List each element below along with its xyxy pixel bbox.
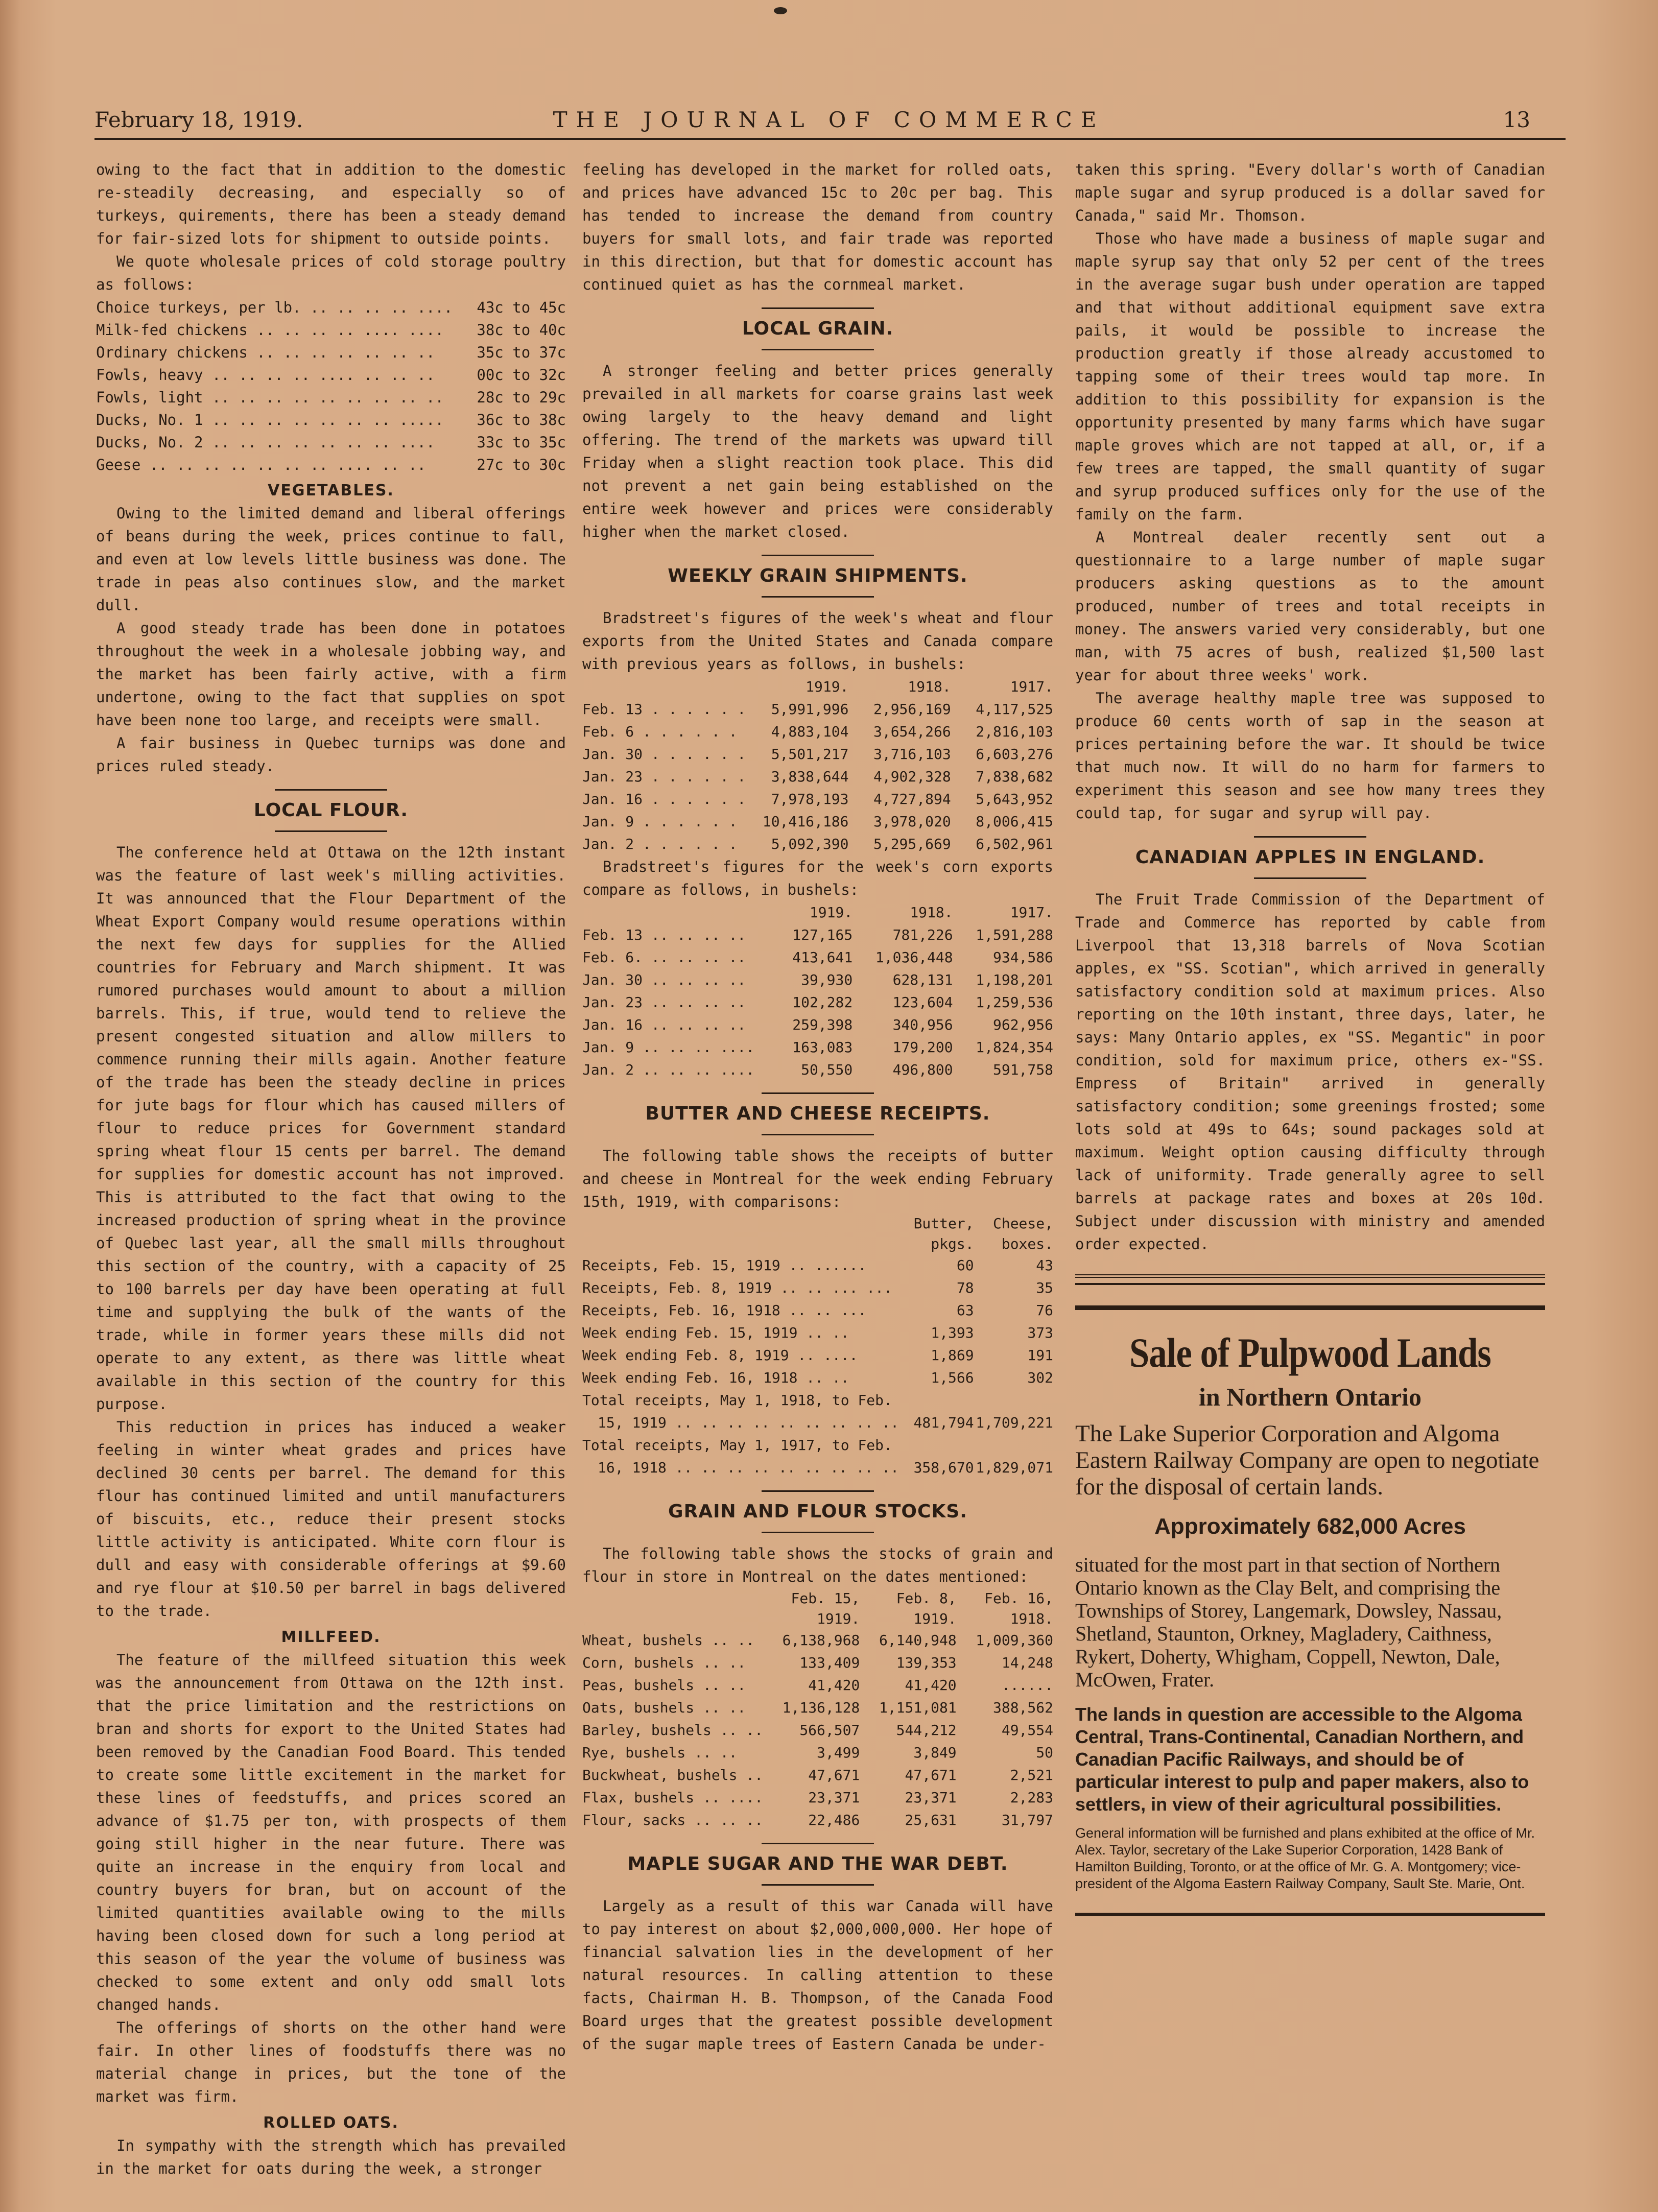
- section-divider: [762, 555, 874, 556]
- vegetables-paragraph-2: A good steady trade has been done in potatoes throughout the week in a wholesale jobbing way, and the market has been fairly active, with a firm undertone, owing to the fact that supplies on spot have been none too large, and receipts were small.: [96, 620, 566, 729]
- table-cell: 10,416,186: [762, 813, 849, 830]
- table-cell: 6,603,276: [976, 746, 1053, 763]
- table-column-header: Feb. 8, 1919.: [896, 1590, 957, 1627]
- table-cell: 1,136,128: [782, 1699, 860, 1716]
- maple-paragraph-4: The average healthy maple tree was supposed to produce 60 cents worth of sap in the season at prices pertaining before the war. It should be twice that much now. It will do no harm for farmers to experiment this season and see how many trees they could tap, for sugar and syrup will pay.: [1075, 689, 1545, 822]
- poultry-intro: We quote wholesale prices of cold storage poultry as follows:: [96, 253, 566, 293]
- table-cell: 781,226: [892, 926, 953, 943]
- price-item: Milk-fed chickens .. .. .. .. .... ....: [96, 321, 444, 339]
- table-cell: 373: [1027, 1324, 1053, 1341]
- table-header-blank: [582, 1588, 763, 1629]
- poultry-price-list: [96, 296, 566, 476]
- table-cell: 3,499: [817, 1744, 860, 1761]
- table-row: [582, 788, 1053, 811]
- section-divider: [275, 830, 387, 832]
- table-total-label: Total receipts, May 1, 1918, to Feb.: [582, 1392, 892, 1409]
- table-cell: 1,566: [931, 1369, 974, 1386]
- table-cell: 2,816,103: [976, 723, 1053, 740]
- table-cell: 47,671: [808, 1767, 860, 1783]
- table-row: [582, 698, 1053, 721]
- table-row-label: Jan. 16 .. .. .. ..: [582, 1016, 746, 1033]
- table-cell: 1,393: [931, 1324, 974, 1341]
- table-cell: 50,550: [801, 1061, 853, 1078]
- table-row-label: Week ending Feb. 15, 1919 .. ..: [582, 1324, 849, 1341]
- table-row-label: Jan. 2 . . . . . .: [582, 836, 738, 852]
- table-row: [582, 1809, 1053, 1832]
- table-row: [582, 1036, 1053, 1059]
- table-row-label: Jan. 2 .. .. .. ....: [582, 1061, 755, 1078]
- table-cell: 50: [1036, 1744, 1053, 1761]
- table-row-label: Feb. 6. .. .. .. ..: [582, 949, 746, 966]
- table-header-blank: [582, 676, 746, 698]
- ad-double-rule: [1075, 1274, 1545, 1285]
- table-cell: 25,631: [905, 1812, 957, 1828]
- ad-contact-info: General information will be furnished and plans exhibited at the office of Mr. Alex. Taylor, secretary of the Lake Superior Corporation, 1428 Bank of Hamilton Building, Toronto, or at the office of Mr. G. A. Montgomery; vice-president of the Algoma Eastern Railway Company, Sault Ste. Marie, Ont.: [1075, 1825, 1535, 1891]
- table-row-label: Jan. 30 .. .. .. ..: [582, 971, 746, 988]
- table-row: [582, 1254, 1053, 1277]
- table-row-label: Week ending Feb. 8, 1919 .. ....: [582, 1347, 858, 1364]
- table-cell: 6,138,968: [782, 1632, 860, 1649]
- table-row-label: Rye, bushels .. ..: [582, 1744, 738, 1761]
- table-row-label: Jan. 9 . . . . . .: [582, 813, 738, 830]
- table-cell: 76: [1036, 1302, 1053, 1319]
- table-column-header: 1918.: [908, 678, 951, 695]
- price-item: Fowls, heavy .. .. .. .. .... .. .. ..: [96, 366, 435, 384]
- table-row: [582, 811, 1053, 833]
- table-total-row: [582, 1412, 1053, 1434]
- table-header-row: [582, 1214, 1053, 1254]
- table-row-label: Feb. 13 . . . . . .: [582, 701, 746, 718]
- table-row: [582, 1652, 1053, 1674]
- table-row-label: Flax, bushels .. ....: [582, 1789, 764, 1806]
- table-row-label: Receipts, Feb. 8, 1919 .. .. ... ...: [582, 1279, 892, 1296]
- table-cell: 133,409: [799, 1654, 860, 1671]
- table-cell: 358,670: [913, 1459, 974, 1476]
- price-row: [96, 386, 566, 409]
- table-cell: 5,092,390: [771, 836, 849, 852]
- table-cell: 3,654,266: [873, 723, 951, 740]
- table-row: [582, 1344, 1053, 1367]
- price-value: 27c to 30c: [477, 456, 566, 473]
- rolled-oats-paragraph: In sympathy with the strength which has prevailed in the market for oats during the week, a stronger: [96, 2137, 566, 2177]
- table-cell: 628,131: [892, 971, 953, 988]
- rolled-oats-heading: ROLLED OATS.: [263, 2114, 399, 2132]
- table-row: [582, 991, 1053, 1014]
- table-row: [582, 1787, 1053, 1809]
- table-cell: 5,501,217: [771, 746, 849, 763]
- price-item: Ducks, No. 2 .. .. .. .. .. .. .. ....: [96, 434, 435, 451]
- maple-paragraph-3: A Montreal dealer recently sent out a questionnaire to a large number of maple sugar producers asking questions as to the amount produced, number of trees and total receipts in money. The answers varied very considerably, but one man, with 75 acres of bush, realized $1,500 last year for about three weeks' work.: [1075, 529, 1545, 684]
- table-cell: 259,398: [792, 1016, 853, 1033]
- wheat-exports-intro: Bradstreet's figures of the week's wheat and flour exports from the United States and Canada compare with previous years as follows, in bushels:: [582, 609, 1053, 673]
- table-header-blank: [582, 901, 754, 924]
- section-divider: [762, 1092, 874, 1094]
- maple-paragraph-2: Those who have made a business of maple sugar and maple syrup say that only 52 per cent of the trees in the average sugar bush under operation are tapped and that without additional equipment save extra pails, it would be possible to increase the production greatly if those already accustomed to tapping some of their trees would tap more. In addition to this possibility for expansion is the opportunity presented by many farms which have sugar maple groves which are not tapped at all, or, if a few trees are tapped, the small quantity of sugar and syrup produced suffices only for the use of the family on the farm.: [1075, 230, 1545, 523]
- corn-exports-intro: Bradstreet's figures for the week's corn exports compare as follows, in bushels:: [582, 858, 1053, 898]
- table-cell: 163,083: [792, 1039, 853, 1056]
- table-header-row: [582, 901, 1053, 924]
- table-cell: 41,420: [905, 1677, 957, 1694]
- table-cell: 1,151,081: [879, 1699, 957, 1716]
- table-row-label: Buckwheat, bushels ..: [582, 1767, 764, 1783]
- table-column-header: Feb. 16, 1918.: [984, 1590, 1053, 1627]
- price-row: [96, 364, 566, 386]
- table-row: [582, 1277, 1053, 1299]
- price-value: 33c to 35c: [477, 434, 566, 451]
- table-row-label: Peas, bushels .. ..: [582, 1677, 746, 1694]
- table-header-blank: [582, 1214, 899, 1254]
- table-row: [582, 969, 1053, 991]
- table-cell: 14,248: [1001, 1654, 1053, 1671]
- maple-continued: taken this spring. "Every dollar's worth of Canadian maple sugar and syrup produced is a dollar saved for Canada," said Mr. Thomson.: [1075, 161, 1545, 224]
- table-row: [582, 1322, 1053, 1344]
- table-row: [582, 1629, 1053, 1652]
- table-total-label: 16, 1918 .. .. .. .. .. .. .. .. ..: [598, 1459, 899, 1476]
- local-flour-heading: LOCAL FLOUR.: [253, 800, 409, 821]
- price-value: 28c to 29c: [477, 389, 566, 406]
- table-row: [582, 924, 1053, 946]
- column-2: [582, 158, 1053, 2056]
- table-cell: 23,371: [905, 1789, 957, 1806]
- table-cell: 139,353: [896, 1654, 957, 1671]
- ad-townships: situated for the most part in that section of Northern Ontario known as the Clay Belt, and comprising the Townships of Storey, Langemark, Dowsley, Nassau, Shetland, Staunton, Orkney, Magladery, Caithness, Rykert, Doherty, Whigham, Coppell, Newton, Dale, McOwen, Frater.: [1075, 1553, 1502, 1691]
- flour-paragraph-1: The conference held at Ottawa on the 12th instant was the feature of last week's milling activities. It was announced that the Flour Department of the Wheat Export Company would resume operations within the next few days for supplies for the Allied countries for February and March shipment. It was rumored purchases would amount to about a million barrels. This, if true, would tend to relieve the present congested situation and allow millers to commence running their mills again. Another feature of the trade has been the steady decline in prices for jute bags for flour which has caused millers of flour to reduce prices for Government standard spring wheat flour 15 cents per barrel. The demand for supplies for domestic account has not improved. This is attributed to the fact that owing to the increased production of spring wheat in the province of Quebec last year, all the small mills throughout this section of the country, with a capacity of 25 to 100 barrels per day have been operating at full time and supplying the bulk of the wants of the trade, while in former years these mills did not operate to any extent, as there was little wheat available in this section of the country for this purpose.: [96, 844, 566, 1413]
- table-row-label: Jan. 9 .. .. .. ....: [582, 1039, 755, 1056]
- millfeed-paragraph-1: The feature of the millfeed situation this week was the announcement from Ottawa on the 12th inst. that the price limitation and the restrictions on bran and shorts for export to the United States had been removed by the Canadian Food Board. This tended to create some little excitement in the market for these lines of feedstuffs, and prices scored an advance of $1.75 per ton, with prospects of them going still higher in the near future. There was quite an increase in the enquiry from local and country buyers for bran, but on account of the limited quantities available owing to the mills having been closed down for such a long period at this season of the year the volume of business was checked to some extent and only odd small lots changed hands.: [96, 1651, 566, 2013]
- table-cell: 127,165: [792, 926, 853, 943]
- table-row-label: Jan. 30 . . . . . .: [582, 746, 746, 763]
- ad-title: Sale of Pulpwood Lands: [1129, 1329, 1491, 1376]
- table-cell: 123,604: [892, 994, 953, 1011]
- table-header-row: [582, 676, 1053, 698]
- table-total-row: [582, 1389, 1053, 1412]
- table-cell: 6,502,961: [976, 836, 1053, 852]
- header-page-number: 13: [1503, 107, 1530, 132]
- table-cell: 388,562: [992, 1699, 1053, 1716]
- price-value: 43c to 45c: [477, 299, 566, 316]
- table-cell: 3,849: [913, 1744, 957, 1761]
- table-cell: 962,956: [992, 1016, 1053, 1033]
- price-row: [96, 409, 566, 431]
- table-column-header: Cheese, boxes.: [992, 1215, 1053, 1252]
- canadian-apples-heading: CANADIAN APPLES IN ENGLAND.: [1135, 847, 1485, 868]
- table-cell: 179,200: [892, 1039, 953, 1056]
- header-rule: [94, 138, 1566, 140]
- maple-paragraph-1: Largely as a result of this war Canada will have to pay interest on about $2,000,000,000. Her hope of financial salvation lies in the development of her natural resources. In calling attention to these facts, Chairman H. B. Thompson, of the Canada Food Board urges that the greatest possible development of the sugar maple trees of Eastern Canada be under-: [582, 1897, 1053, 2053]
- table-cell: 4,883,104: [771, 723, 849, 740]
- ad-accessibility: The lands in question are accessible to the Algoma Central, Trans-Continental, Canadian Northern, and Canadian Pacific Railways, and should be of particular interest to pulp and paper makers, also to settlers, in view of their agricultural possibilities.: [1075, 1704, 1529, 1815]
- table-cell: 4,727,894: [873, 791, 951, 807]
- table-total-label: Total receipts, May 1, 1917, to Feb.: [582, 1437, 892, 1454]
- table-cell: 591,758: [992, 1061, 1053, 1078]
- header-journal-title: THE JOURNAL OF COMMERCE: [553, 107, 1105, 132]
- table-cell: 5,295,669: [873, 836, 951, 852]
- table-row-label: Jan. 23 .. .. .. ..: [582, 994, 746, 1011]
- price-value: 38c to 40c: [477, 321, 566, 339]
- table-column-header: 1919.: [809, 904, 853, 921]
- table-cell: ......: [1001, 1677, 1053, 1694]
- table-row: [582, 743, 1053, 766]
- table-cell: 3,838,644: [771, 768, 849, 785]
- table-row-label: Receipts, Feb. 15, 1919 .. ......: [582, 1257, 867, 1274]
- table-cell: 544,212: [896, 1722, 957, 1739]
- price-row: [96, 296, 566, 319]
- table-row-label: Week ending Feb. 16, 1918 .. ..: [582, 1369, 849, 1386]
- table-row-label: Wheat, bushels .. ..: [582, 1632, 755, 1649]
- table-row: [582, 1764, 1053, 1787]
- table-cell: 1,869: [931, 1347, 974, 1364]
- table-row-label: Feb. 6 . . . . . .: [582, 723, 738, 740]
- table-cell: 23,371: [808, 1789, 860, 1806]
- table-cell: 302: [1027, 1369, 1053, 1386]
- table-cell: 566,507: [799, 1722, 860, 1739]
- section-divider: [1254, 877, 1366, 879]
- header-date: February 18, 1919.: [94, 107, 303, 132]
- table-column-header: 1917.: [1010, 678, 1053, 695]
- table-cell: 1,829,071: [976, 1459, 1053, 1476]
- section-divider: [762, 1134, 874, 1135]
- table-cell: 1,259,536: [976, 994, 1053, 1011]
- table-row: [582, 833, 1053, 855]
- price-value: 35c to 37c: [477, 344, 566, 361]
- table-cell: 2,283: [1010, 1789, 1053, 1806]
- table-cell: 7,838,682: [976, 768, 1053, 785]
- price-item: Choice turkeys, per lb. .. .. .. .. ....: [96, 299, 453, 316]
- table-row-label: Barley, bushels .. ..: [582, 1722, 764, 1739]
- table-cell: 1,198,201: [976, 971, 1053, 988]
- table-row: [582, 721, 1053, 743]
- table-cell: 8,006,415: [976, 813, 1053, 830]
- table-row: [582, 1367, 1053, 1389]
- table-cell: 35: [1036, 1279, 1053, 1296]
- table-cell: 496,800: [892, 1061, 953, 1078]
- local-grain-heading: LOCAL GRAIN.: [742, 318, 894, 339]
- rolled-oats-continued: feeling has developed in the market for rolled oats, and prices have advanced 15c to 20c per bag. This has tended to increase the demand from country buyers for small lots, and fair trade was reported in this direction, but that for domestic account has continued quiet as has the cornmeal market.: [582, 161, 1053, 293]
- butter-cheese-table: [582, 1214, 1053, 1479]
- butter-cheese-intro: The following table shows the receipts of butter and cheese in Montreal for the week ending February 15th, 1919, with comparisons:: [582, 1147, 1053, 1210]
- table-row: [582, 1674, 1053, 1697]
- table-column-header: Feb. 15, 1919.: [791, 1590, 860, 1627]
- table-row-label: Flour, sacks .. .. ..: [582, 1812, 764, 1828]
- grain-flour-stocks-table: [582, 1588, 1053, 1832]
- table-row: [582, 1014, 1053, 1036]
- table-cell: 5,643,952: [976, 791, 1053, 807]
- table-cell: 413,641: [792, 949, 853, 966]
- flour-paragraph-2: This reduction in prices has induced a weaker feeling in winter wheat grades and prices have declined 30 cents per barrel. The demand for this flour has continued limited and until manufacturers of biscuits, etc., reduce their present stocks little activity is anticipated. White corn flour is dull and easy with considerable offerings at $9.60 and rye flour at $10.50 per barrel in bags delivered to the trade.: [96, 1418, 566, 1620]
- table-cell: 6,140,948: [879, 1632, 957, 1649]
- table-cell: 41,420: [808, 1677, 860, 1694]
- stocks-intro: The following table shows the stocks of grain and flour in store in Montreal on the dates mentioned:: [582, 1545, 1053, 1585]
- weekly-grain-shipments-heading: WEEKLY GRAIN SHIPMENTS.: [668, 565, 968, 586]
- table-cell: 60: [956, 1257, 974, 1274]
- table-cell: 39,930: [801, 971, 853, 988]
- table-cell: 191: [1027, 1347, 1053, 1364]
- price-row: [96, 319, 566, 341]
- price-value: 00c to 32c: [477, 366, 566, 384]
- table-cell: 5,991,996: [771, 701, 849, 718]
- price-row: [96, 454, 566, 476]
- binding-hole: [774, 7, 787, 14]
- section-divider: [762, 1884, 874, 1886]
- table-row-label: Feb. 13 .. .. .. ..: [582, 926, 746, 943]
- section-divider: [762, 307, 874, 309]
- table-cell: 78: [956, 1279, 974, 1296]
- table-cell: 4,117,525: [976, 701, 1053, 718]
- table-row: [582, 1059, 1053, 1081]
- table-column-header: 1917.: [1010, 904, 1053, 921]
- ad-body: The Lake Superior Corporation and Algoma Eastern Railway Company are open to negotiate for the disposal of certain lands.: [1075, 1420, 1539, 1500]
- table-row-label: Receipts, Feb. 16, 1918 .. .. ...: [582, 1302, 867, 1319]
- vegetables-paragraph-3: A fair business in Quebec turnips was done and prices ruled steady.: [96, 734, 566, 775]
- table-cell: 2,956,169: [873, 701, 951, 718]
- table-row-label: Oats, bushels .. ..: [582, 1699, 746, 1716]
- table-cell: 1,009,360: [976, 1632, 1053, 1649]
- butter-cheese-heading: BUTTER AND CHEESE RECEIPTS.: [645, 1103, 990, 1124]
- table-row: [582, 1719, 1053, 1742]
- table-cell: 49,554: [1001, 1722, 1053, 1739]
- table-cell: 1,036,448: [875, 949, 953, 966]
- section-divider: [1254, 836, 1366, 838]
- apples-paragraph: The Fruit Trade Commission of the Department of Trade and Commerce has reported by cable from Liverpool that 13,318 barrels of Nova Scotian apples, ex "SS. Scotian", which arrived in generally satisfactory condition sold at maximum prices. Also reporting on the 10th instant, three days, later, he says: Many Ontario apples, ex "SS. Megantic" in poor condition, sold for maximum price, others ex-"SS. Empress of Britain" arrived in generally satisfactory condition; some greenings frosted; some lots sold at 49s to 64s; sound packages sold at maximum. Weight option causing difficulty through lack of uniformity. Trade generally agree to sell barrels at package rates and boxes at 20s 10d. Subject under discussion with ministry and amended order expected.: [1075, 891, 1545, 1253]
- table-cell: 7,978,193: [771, 791, 849, 807]
- table-cell: 43: [1036, 1257, 1053, 1274]
- table-row: [582, 1742, 1053, 1764]
- section-divider: [762, 1490, 874, 1492]
- price-item: Geese .. .. .. .. .. .. .. .... .. ..: [96, 456, 427, 473]
- millfeed-paragraph-2: The offerings of shorts on the other hand were fair. In other lines of foodstuffs there was no material change in prices, but the tone of the market was firm.: [96, 2019, 566, 2105]
- vegetables-paragraph-1: Owing to the limited demand and liberal offerings of beans during the week, prices continue to fall, and even at low levels little business was done. The trade in peas also continues slow, and the market dull.: [96, 505, 566, 614]
- price-item: Ducks, No. 1 .. .. .. .. .. .. .. .....: [96, 411, 444, 429]
- table-row-label: Jan. 23 . . . . . .: [582, 768, 746, 785]
- table-cell: 63: [956, 1302, 974, 1319]
- price-row: [96, 341, 566, 364]
- price-row: [96, 431, 566, 454]
- table-cell: 3,716,103: [873, 746, 951, 763]
- millfeed-heading: MILLFEED.: [281, 1628, 381, 1646]
- table-cell: 2,521: [1010, 1767, 1053, 1783]
- table-cell: 481,794: [913, 1414, 974, 1431]
- column-1: [96, 158, 566, 2180]
- table-cell: 31,797: [1001, 1812, 1053, 1828]
- ad-acreage: Approximately 682,000 Acres: [1154, 1514, 1466, 1539]
- table-cell: 1,709,221: [976, 1414, 1053, 1431]
- maple-sugar-heading: MAPLE SUGAR AND THE WAR DEBT.: [627, 1853, 1008, 1874]
- section-divider: [762, 596, 874, 598]
- table-total-row: [582, 1457, 1053, 1479]
- table-row-label: Corn, bushels .. ..: [582, 1654, 746, 1671]
- price-item: Fowls, light .. .. .. .. .. .. .. .. ..: [96, 389, 444, 406]
- ad-subtitle: in Northern Ontario: [1198, 1383, 1422, 1411]
- section-divider: [762, 1532, 874, 1533]
- section-divider: [275, 789, 387, 791]
- price-item: Ordinary chickens .. .. .. .. .. .. ..: [96, 344, 435, 361]
- table-column-header: 1919.: [806, 678, 849, 695]
- table-column-header: Butter, pkgs.: [913, 1215, 974, 1252]
- vegetables-heading: VEGETABLES.: [268, 482, 394, 500]
- column-3: [1075, 158, 1545, 1916]
- price-value: 36c to 38c: [477, 411, 566, 429]
- table-cell: 4,902,328: [873, 768, 951, 785]
- table-row: [582, 1299, 1053, 1322]
- poultry-paragraph: owing to the fact that in addition to the domestic re-steadily decreasing, and especially so of turkeys, quirements, there has been a steady demand for fair-sized lots for shipment to outside points.: [96, 161, 566, 247]
- corn-exports-table: [582, 901, 1053, 1081]
- table-cell: 22,486: [808, 1812, 860, 1828]
- table-cell: 1,824,354: [976, 1039, 1053, 1056]
- ad-top-bar: [1075, 1305, 1545, 1310]
- table-total-label: 15, 1919 .. .. .. .. .. .. .. .. ..: [598, 1414, 899, 1431]
- section-divider: [762, 1843, 874, 1844]
- table-column-header: 1918.: [910, 904, 953, 921]
- section-divider: [762, 349, 874, 350]
- table-cell: 102,282: [792, 994, 853, 1011]
- wheat-exports-table: [582, 676, 1053, 855]
- grain-flour-stocks-heading: GRAIN AND FLOUR STOCKS.: [668, 1501, 967, 1522]
- table-cell: 1,591,288: [976, 926, 1053, 943]
- table-total-row: [582, 1434, 1053, 1457]
- local-grain-paragraph: A stronger feeling and better prices generally prevailed in all markets for coarse grains last week owing largely to the heavy demand and light offering. The trend of the markets was upward till Friday when a slight reaction took place. This did not prevent a net gain being established on the entire week however and prices were considerably higher when the market closed.: [582, 362, 1053, 540]
- ad-bottom-rule: [1075, 1913, 1545, 1916]
- table-cell: 934,586: [992, 949, 1053, 966]
- table-row: [582, 946, 1053, 969]
- table-cell: 47,671: [905, 1767, 957, 1783]
- table-row-label: Jan. 16 . . . . . .: [582, 791, 746, 807]
- table-row: [582, 1697, 1053, 1719]
- table-header-row: [582, 1588, 1053, 1629]
- table-cell: 3,978,020: [873, 813, 951, 830]
- table-cell: 340,956: [892, 1016, 953, 1033]
- table-row: [582, 766, 1053, 788]
